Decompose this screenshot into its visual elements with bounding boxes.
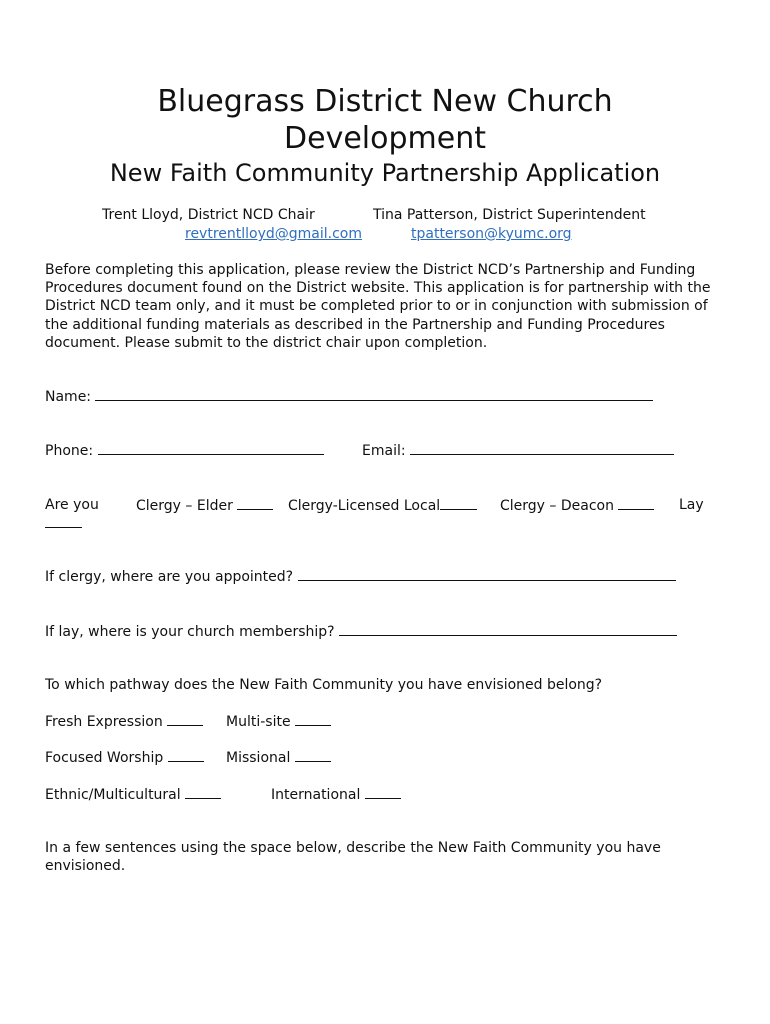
document-title [0, 83, 770, 157]
clergy-licensed-label: Clergy-Licensed Local [288, 498, 441, 514]
multi-site-blank[interactable] [295, 712, 331, 726]
title-line-1: Bluegrass District New Church [157, 84, 613, 119]
name-row [45, 387, 653, 406]
fresh-expression-option [45, 712, 203, 731]
clergy-appointed-row [45, 567, 676, 586]
focused-worship-blank[interactable] [168, 748, 204, 762]
clergy-appointed-field[interactable] [298, 567, 676, 581]
clergy-deacon-blank[interactable] [618, 496, 654, 510]
missional-label: Missional [226, 750, 291, 766]
pathway-question: To which pathway does the New Faith Community you have envisioned belong? [45, 677, 603, 693]
clergy-licensed-option [288, 496, 477, 515]
international-label: International [271, 787, 361, 803]
superintendent-email-link[interactable]: tpatterson@kyumc.org [411, 226, 572, 242]
international-option [271, 785, 401, 804]
clergy-elder-label: Clergy – Elder [136, 498, 233, 514]
chair-name: Trent Lloyd, District NCD Chair [102, 207, 315, 223]
lay-membership-row [45, 622, 677, 641]
fresh-expression-blank[interactable] [167, 712, 203, 726]
describe-prompt: In a few sentences using the space below, describe the New Faith Community you have envisioned. [45, 840, 661, 875]
lay-option [45, 514, 82, 533]
lay-blank[interactable] [45, 514, 82, 528]
multi-site-label: Multi-site [226, 714, 291, 730]
lay-membership-field[interactable] [339, 622, 677, 636]
clergy-elder-blank[interactable] [237, 496, 273, 510]
superintendent-name: Tina Patterson, District Superintendent [373, 207, 646, 223]
phone-field[interactable] [98, 441, 324, 455]
phone-row [45, 441, 324, 460]
missional-blank[interactable] [295, 748, 331, 762]
chair-email-link[interactable]: revtrentlloyd@gmail.com [185, 226, 363, 242]
phone-label: Phone: [45, 443, 94, 459]
name-field[interactable] [95, 387, 653, 401]
focused-worship-option [45, 748, 204, 767]
name-label: Name: [45, 389, 92, 405]
email-row [362, 441, 674, 460]
clergy-deacon-label: Clergy – Deacon [500, 498, 614, 514]
clergy-licensed-blank[interactable] [440, 496, 477, 510]
lay-label: Lay [679, 497, 704, 513]
email-label: Email: [362, 443, 406, 459]
intro-paragraph: Before completing this application, please review the District NCD’s Partnership and Funding Procedures document found on the District website. This application is for partnership with the District NCD team only, and it must be completed prior to or in conjunction with submission of the additional funding materials as described in the Partnership and Funding Procedures document. Please submit to the district chair upon completion. [45, 262, 711, 351]
ethnic-multicultural-label: Ethnic/Multicultural [45, 787, 181, 803]
title-line-2: Development [284, 121, 486, 156]
email-field[interactable] [410, 441, 674, 455]
ethnic-multicultural-blank[interactable] [185, 785, 221, 799]
lay-membership-label: If lay, where is your church membership? [45, 624, 335, 640]
clergy-elder-option [136, 496, 273, 515]
international-blank[interactable] [365, 785, 401, 799]
document-subtitle: New Faith Community Partnership Application [109, 159, 661, 187]
fresh-expression-label: Fresh Expression [45, 714, 163, 730]
ethnic-multicultural-option [45, 785, 221, 804]
multi-site-option [226, 712, 331, 731]
missional-option [226, 748, 331, 767]
are-you-label: Are you [45, 497, 99, 513]
clergy-deacon-option [500, 496, 654, 515]
clergy-appointed-label: If clergy, where are you appointed? [45, 569, 294, 585]
focused-worship-label: Focused Worship [45, 750, 164, 766]
